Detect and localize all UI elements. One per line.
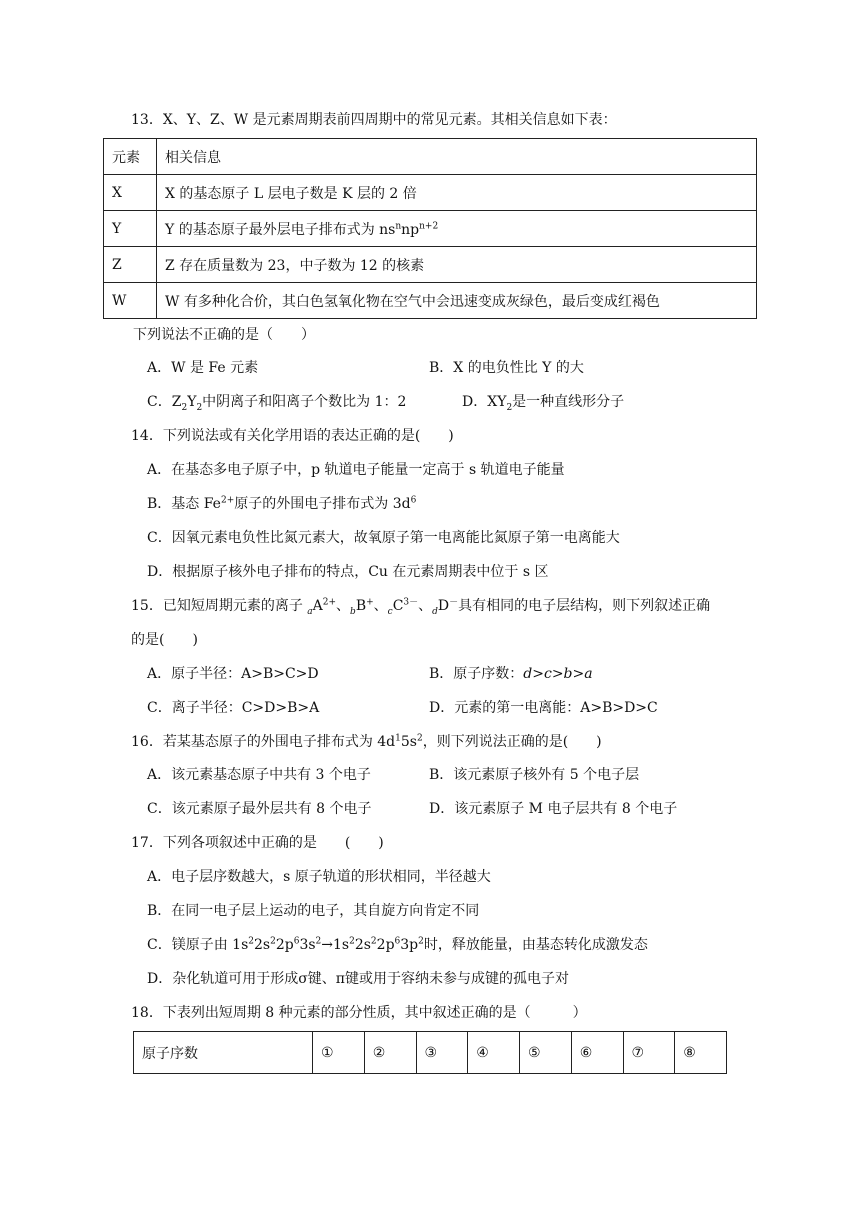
- q17-option-b: B．在同一电子层上运动的电子，其自旋方向肯定不同: [147, 903, 480, 919]
- q14-option-b: B．基态 $Fe^{2+}$原子的外围电子排布式为 $3d^6$: [147, 495, 417, 512]
- q14-option-c: C．因氧元素电负性比氮元素大，故氧原子第一电离能比氮原子第一电离能大: [147, 530, 620, 546]
- col-3: ③: [416, 1032, 468, 1074]
- q14-option-d: D．根据原子核外电子排布的特点，Cu 在元素周期表中位于 s 区: [147, 564, 549, 580]
- q15-stem-line2: 的是( ): [131, 632, 198, 648]
- q13-question: 下列说法不正确的是（ ）: [133, 327, 315, 343]
- header-element: 元素: [104, 139, 157, 175]
- q15-option-c: C．离子半径：C>D>B>A: [147, 700, 320, 716]
- col-7: ⑦: [623, 1032, 675, 1074]
- col-1: ①: [313, 1032, 365, 1074]
- row-element: Z: [104, 247, 157, 283]
- col-6: ⑥: [571, 1032, 623, 1074]
- row-info: Z 存在质量数为 23，中子数为 12 的核素: [157, 247, 757, 283]
- q15-stem-line1: 15．已知短周期元素的离子 $_aA^{2+}$、$_b$B+、$_cC^{3-}$、$_d$D－具有相同的电子层结构，则下列叙述正确: [131, 597, 711, 617]
- header-atomic-number: 原子序数: [134, 1032, 313, 1074]
- element-info-table: [103, 138, 757, 319]
- q15-option-b: B．原子序数：d>c>b>a: [429, 666, 593, 682]
- col-2: ②: [364, 1032, 416, 1074]
- row-info: W 有多种化合价，其白色氢氧化物在空气中会迅速变成灰绿色，最后变成红褐色: [157, 283, 757, 319]
- q17-option-c: C．镁原子由 $1s^22s^22p^63s^2\to 1s^22s^22p^63p^2$时，释放能量，由基态转化成激发态: [147, 936, 648, 953]
- q16-option-d: D．该元素原子 M 电子层共有 8 个电子: [429, 801, 678, 817]
- header-info: 相关信息: [157, 139, 757, 175]
- row-info: Y 的基态原子最外层电子排布式为 $ns^nnp^{n+2}$: [157, 211, 757, 247]
- q17-option-d: D．杂化轨道可用于形成σ键、π键或用于容纳未参与成键的孤电子对: [147, 971, 569, 987]
- q13-option-b: B．X 的电负性比 Y 的大: [429, 360, 584, 376]
- q17-stem: 17．下列各项叙述中正确的是 ( ): [131, 835, 384, 851]
- col-8: ⑧: [675, 1032, 727, 1074]
- q15-option-d: D．元素的第一电离能：A>B>D>C: [429, 700, 658, 716]
- q18-stem: 18．下表列出短周期 8 种元素的部分性质，其中叙述正确的是（ ）: [131, 1005, 587, 1021]
- q13-stem: 13．X、Y、Z、W 是元素周期表前四周期中的常见元素。其相关信息如下表：: [131, 112, 617, 128]
- q16-option-c: C．该元素原子最外层共有 8 个电子: [147, 801, 372, 817]
- row-info: X 的基态原子 L 层电子数是 K 层的 2 倍: [157, 175, 757, 211]
- q14-option-a: A．在基态多电子原子中，p 轨道电子能量一定高于 s 轨道电子能量: [147, 462, 565, 478]
- q13-option-c: C．$Z_2Y_2$中阴离子和阳离子个数比为 1：2: [147, 394, 407, 413]
- q16-option-b: B．该元素原子核外有 5 个电子层: [429, 767, 640, 783]
- row-element: X: [104, 175, 157, 211]
- q15-option-a: A．原子半径：A>B>C>D: [147, 666, 319, 682]
- table-header-row: [104, 139, 757, 175]
- q13-option-d: D．$XY_2$是一种直线形分子: [462, 394, 625, 413]
- col-5: ⑤: [520, 1032, 572, 1074]
- q17-option-a: A．电子层序数越大，s 原子轨道的形状相同，半径越大: [147, 869, 491, 885]
- element-property-table: [133, 1031, 727, 1074]
- row-element: W: [104, 283, 157, 319]
- q16-option-a: A．该元素基态原子中共有 3 个电子: [147, 767, 371, 783]
- row-element: Y: [104, 211, 157, 247]
- q16-stem: 16．若某基态原子的外围电子排布式为 $4d^15s^2$，则下列说法正确的是( ): [131, 733, 602, 750]
- table-row: [104, 175, 757, 211]
- col-4: ④: [468, 1032, 520, 1074]
- table-row: [104, 283, 757, 319]
- table-row: [104, 247, 757, 283]
- q14-stem: 14．下列说法或有关化学用语的表达正确的是( ): [131, 428, 454, 444]
- q13-option-a: A．W 是 Fe 元素: [147, 360, 259, 376]
- table-row: [134, 1032, 727, 1074]
- table-row: [104, 211, 757, 247]
